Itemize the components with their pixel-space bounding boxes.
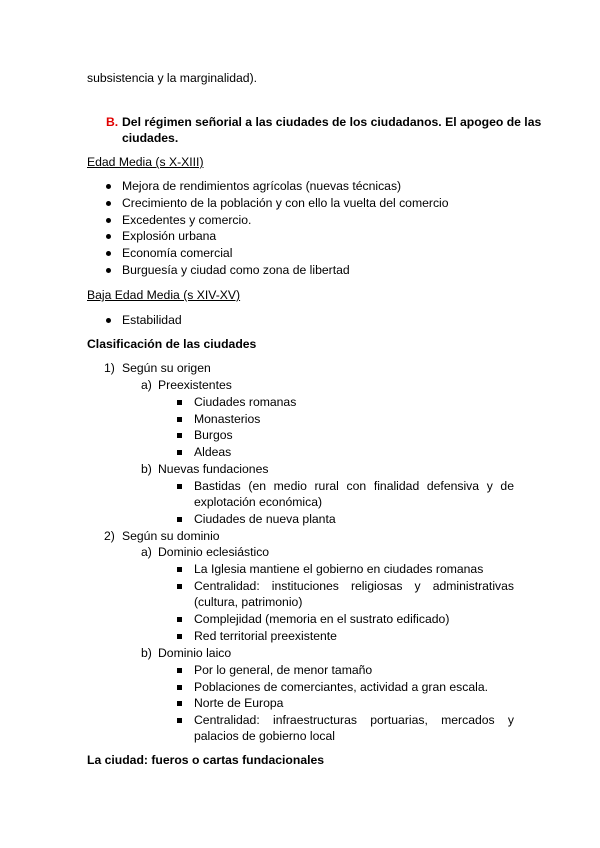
- list-item: Crecimiento de la población y con ello la vuelta del comercio: [122, 196, 449, 210]
- square-bullet-icon: [177, 701, 182, 706]
- list-item: Excedentes y comercio.: [122, 213, 252, 227]
- square-bullet-icon: [177, 400, 182, 405]
- list-letter: b): [141, 646, 152, 660]
- list-item: Norte de Europa: [194, 696, 284, 710]
- list-item: Centralidad: infraestructuras portuarias, mercados y: [194, 713, 514, 727]
- square-bullet-icon: [177, 484, 182, 489]
- square-bullet-icon: [177, 668, 182, 673]
- square-bullet-icon: [177, 685, 182, 690]
- bullet-icon: [106, 318, 111, 323]
- list-item-cont: palacios de gobierno local: [194, 729, 335, 743]
- list-item: Burguesía y ciudad como zona de libertad: [122, 263, 350, 277]
- list-item: Centralidad: instituciones religiosas y administrativas: [194, 579, 514, 593]
- square-bullet-icon: [177, 517, 182, 522]
- paragraph-tail: subsistencia y la marginalidad).: [87, 71, 258, 85]
- list-item: Monasterios: [194, 412, 261, 426]
- list-item: Aldeas: [194, 445, 232, 459]
- square-bullet-icon: [177, 567, 182, 572]
- bullet-icon: [106, 218, 111, 223]
- fueros-heading: La ciudad: fueros o cartas fundacionales: [87, 753, 325, 767]
- square-bullet-icon: [177, 584, 182, 589]
- list-item-cont: explotación económica): [194, 495, 323, 509]
- list-letter: a): [141, 378, 152, 392]
- square-bullet-icon: [177, 718, 182, 723]
- bullet-icon: [106, 268, 111, 273]
- list-item: Burgos: [194, 428, 233, 442]
- section-letter: B.: [106, 115, 119, 129]
- square-bullet-icon: [177, 634, 182, 639]
- bullet-icon: [106, 184, 111, 189]
- list-letter: a): [141, 545, 152, 559]
- square-bullet-icon: [177, 450, 182, 455]
- section-title: Del régimen señorial a las ciudades de los ciudadanos. El apogeo de las: [122, 115, 542, 129]
- list-item: Según su origen: [122, 361, 211, 375]
- list-item: Ciudades de nueva planta: [194, 512, 336, 526]
- edad-media-heading: Edad Media (s X-XIII): [87, 155, 204, 169]
- list-item: Ciudades romanas: [194, 395, 297, 409]
- list-item: Por lo general, de menor tamaño: [194, 663, 373, 677]
- list-item-cont: (cultura, patrimonio): [194, 595, 303, 609]
- baja-edad-media-heading: Baja Edad Media (s XIV-XV): [87, 288, 241, 302]
- bullet-icon: [106, 251, 111, 256]
- square-bullet-icon: [177, 417, 182, 422]
- list-item: Bastidas (en medio rural con finalidad defensiva y de: [194, 479, 514, 493]
- list-item: Preexistentes: [158, 378, 232, 392]
- list-item: Complejidad (memoria en el sustrato edificado): [194, 612, 450, 626]
- list-number: 1): [104, 361, 115, 375]
- square-bullet-icon: [177, 433, 182, 438]
- bullet-icon: [106, 201, 111, 206]
- list-item: Red territorial preexistente: [194, 629, 337, 643]
- list-item: Economía comercial: [122, 246, 233, 260]
- bullet-icon: [106, 234, 111, 239]
- list-item: Mejora de rendimientos agrícolas (nuevas técnicas): [122, 179, 402, 193]
- list-item: Dominio eclesiástico: [158, 545, 270, 559]
- list-item: Explosión urbana: [122, 229, 217, 243]
- list-item: Poblaciones de comerciantes, actividad a gran escala.: [194, 680, 489, 694]
- section-title-cont: ciudades.: [122, 131, 179, 145]
- list-item: Dominio laico: [158, 646, 232, 660]
- list-item: Nuevas fundaciones: [158, 462, 269, 476]
- square-bullet-icon: [177, 617, 182, 622]
- list-item: Estabilidad: [122, 313, 182, 327]
- list-item: Según su dominio: [122, 529, 220, 543]
- clasificacion-heading: Clasificación de las ciudades: [87, 337, 257, 351]
- list-number: 2): [104, 529, 115, 543]
- list-item: La Iglesia mantiene el gobierno en ciudades romanas: [194, 562, 484, 576]
- list-letter: b): [141, 462, 152, 476]
